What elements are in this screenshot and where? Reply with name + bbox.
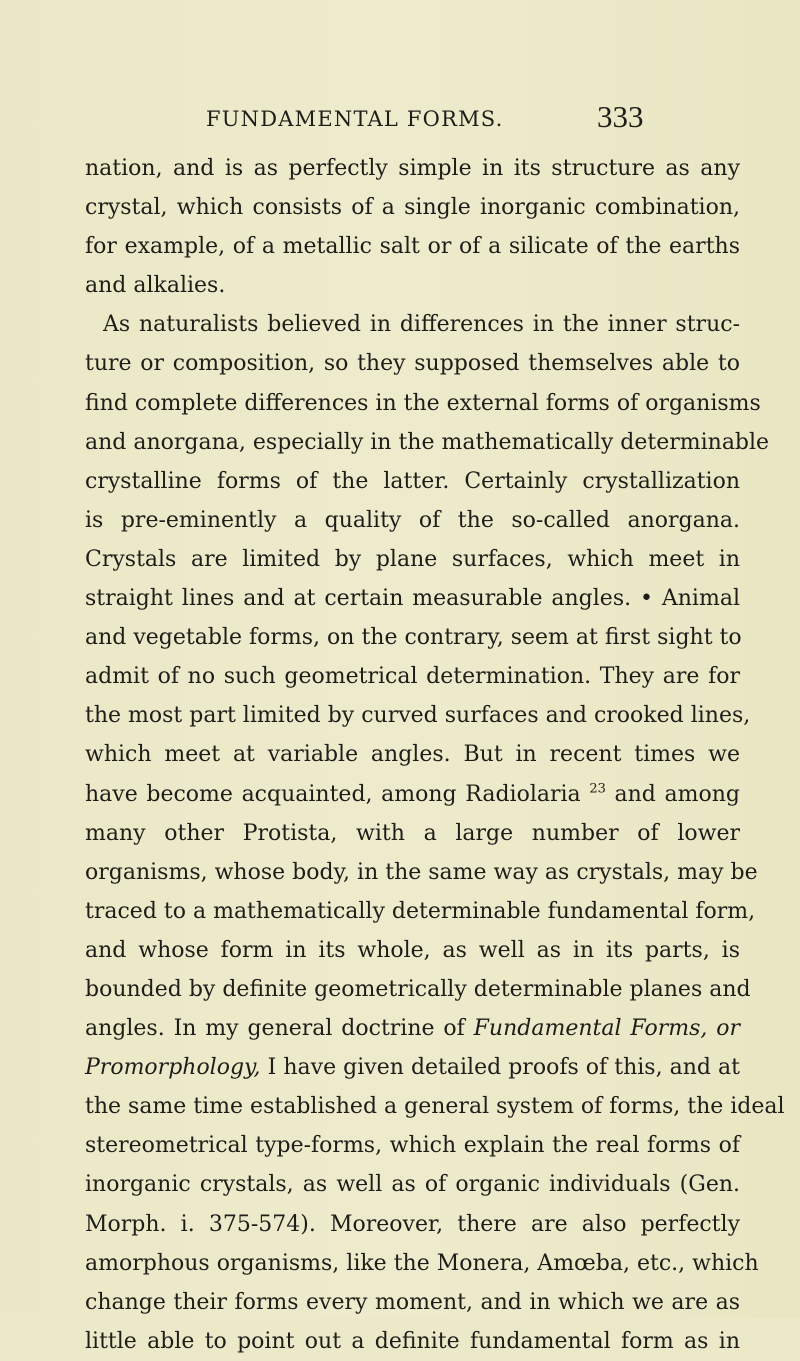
text-line <box>85 1009 740 1048</box>
text-line: find complete differences in the external forms of organisms <box>85 390 761 416</box>
text-line: organisms, whose body, in the same way as crystals, may be <box>85 859 758 885</box>
text-line: nation, and is as perfectly simple in its structure as any <box>85 156 740 181</box>
page-header <box>0 97 800 147</box>
text-line <box>85 775 740 814</box>
running-head: FUNDAMENTAL FORMS. <box>206 107 504 131</box>
text-segment: angles. In my general doctrine of <box>85 1016 465 1042</box>
text-line: many other Protista, with a large number of lower <box>85 820 740 846</box>
text-line: Morph. i. 375-574). Moreover, there are also perfectly <box>85 1211 740 1237</box>
text-segment: have become acquainted, among Radiolaria <box>85 781 581 807</box>
text-line: for example, of a metallic salt or of a silicate of the earths <box>85 234 740 260</box>
text-line: amorphous organisms, like the Monera, Amœba, etc., which <box>85 1250 759 1276</box>
text-line: and anorgana, especially in the mathematically determinable <box>85 429 770 455</box>
text-line: ture or composition, so they supposed themselves able to <box>85 351 740 377</box>
text-line: admit of no such geometrical determination. They are for <box>85 664 740 690</box>
page-number: 333 <box>597 99 644 134</box>
text-line: change their forms every moment, and in which we are as <box>85 1289 740 1315</box>
book-title-italic: Promorphology, <box>85 1055 261 1081</box>
text-line: which meet at variable angles. But in recent times we <box>85 742 740 768</box>
book-title-italic: Fundamental Forms, or <box>473 1016 740 1042</box>
text-line: inorganic crystals, as well as of organic individuals (Gen. <box>85 1172 740 1198</box>
text-line: little able to point out a definite fundamental form as in <box>85 1328 740 1354</box>
text-segment: and among <box>614 781 741 807</box>
text-line: traced to a mathematically determinable fundamental form, <box>85 898 756 924</box>
text-line: bounded by definite geometrically determinable planes and <box>85 976 751 1002</box>
text-line: the most part limited by curved surfaces and crooked lines, <box>85 703 751 729</box>
text-line: crystal, which consists of a single inorganic combination, <box>85 195 740 221</box>
text-line: Crystals are limited by plane surfaces, which meet in <box>85 546 740 572</box>
text-line: crystalline forms of the latter. Certainly crystallization <box>85 468 740 494</box>
text-line: As naturalists believed in differences in the inner struc- <box>103 312 740 338</box>
text-line: stereometrical type-forms, which explain the real forms of <box>85 1133 740 1159</box>
text-line: and whose form in its whole, as well as in its parts, is <box>85 937 740 963</box>
footnote-reference: 23 <box>589 781 606 797</box>
text-line: and vegetable forms, on the contrary, seem at first sight to <box>85 625 742 651</box>
text-line: and alkalies. <box>85 273 226 299</box>
text-line <box>85 1048 740 1087</box>
text-line: straight lines and at certain measurable angles. • Animal <box>85 586 740 612</box>
text-line: the same time established a general system of forms, the ideal <box>85 1094 785 1120</box>
body-text <box>85 149 785 1361</box>
text-line: is pre-eminently a quality of the so-called anorgana. <box>85 507 740 533</box>
text-segment: I have given detailed proofs of this, and at <box>267 1055 741 1081</box>
